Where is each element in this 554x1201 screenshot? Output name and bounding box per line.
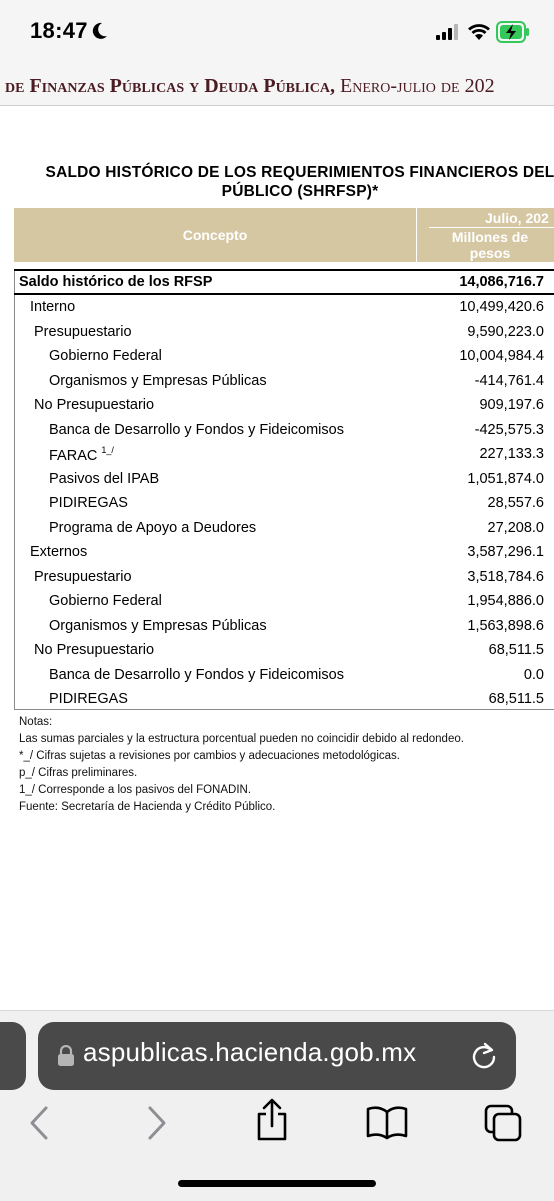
tabs-icon[interactable] <box>484 1104 524 1144</box>
row-label: Organismos y Empresas Públicas <box>49 372 267 389</box>
table-row <box>14 320 554 345</box>
row-label: Interno <box>30 299 76 315</box>
share-icon[interactable] <box>254 1098 290 1142</box>
note-line: *_/ Cifras sujetas a revisiones por cambios y adecuaciones metodológicas. <box>19 750 400 762</box>
row-label: Gobierno Federal <box>49 348 162 364</box>
reload-icon[interactable] <box>470 1041 498 1071</box>
column-header-units <box>429 229 551 261</box>
table-row <box>14 491 554 516</box>
row-label: Pasivos del IPAB <box>49 470 160 487</box>
table-row <box>14 589 554 614</box>
row-value: 14,086,716.7 <box>459 274 544 290</box>
row-label: PIDIREGAS <box>49 691 128 707</box>
header-divider <box>0 105 554 106</box>
row-label: No Presupuestario <box>34 397 155 413</box>
row-value: 0.0 <box>523 666 544 683</box>
table-row <box>14 369 554 394</box>
header-row-divider <box>429 227 554 228</box>
header-title-bold: de Finanzas Públicas y Deuda Pública, <box>5 75 336 97</box>
column-header-concept: Concepto <box>182 227 248 243</box>
notes-heading: Notas: <box>19 716 53 728</box>
status-time: 18:47 <box>30 18 88 43</box>
table-row <box>14 565 554 590</box>
address-bar-url[interactable]: aspublicas.hacienda.gob.mx <box>83 1037 417 1067</box>
row-label: Presupuestario <box>34 568 132 585</box>
lock-icon <box>57 1045 75 1067</box>
note-line: 1_/ Corresponde a los pasivos del FONADIN. <box>19 784 252 796</box>
table-row <box>14 467 554 492</box>
table-header <box>14 208 554 262</box>
header-title-period: Enero-julio de 202 <box>335 75 495 97</box>
row-value: 1,563,898.6 <box>467 617 544 634</box>
row-value: -414,761.4 <box>474 372 544 389</box>
table-row <box>14 393 554 418</box>
row-value: 10,004,984.4 <box>459 348 544 364</box>
row-label: Gobierno Federal <box>49 593 162 609</box>
table-bottom-border <box>14 709 554 710</box>
row-value: -425,575.3 <box>474 421 544 438</box>
table-notes <box>19 714 549 816</box>
document-header-title <box>5 75 495 98</box>
forward-icon[interactable] <box>146 1106 168 1140</box>
bookmarks-icon[interactable] <box>366 1104 408 1140</box>
moon-icon <box>92 22 108 40</box>
row-value: 68,511.5 <box>488 691 544 707</box>
table-row <box>14 516 554 541</box>
home-indicator <box>178 1180 376 1187</box>
source-line: Fuente: Secretaría de Hacienda y Crédito Público. <box>19 801 276 813</box>
previous-tab-preview[interactable] <box>0 1022 26 1090</box>
table-row <box>14 418 554 443</box>
cellular-signal-icon <box>436 24 460 40</box>
table-row <box>14 344 554 369</box>
row-value: 9,590,223.0 <box>467 323 544 340</box>
row-value: 1,954,886.0 <box>467 593 544 609</box>
row-label: Organismos y Empresas Públicas <box>49 617 267 634</box>
table-row <box>14 687 554 712</box>
document-header <box>0 66 554 106</box>
column-header-period <box>417 208 554 227</box>
row-value: 3,587,296.1 <box>467 544 544 560</box>
wifi-icon <box>467 23 491 41</box>
battery-charging-icon <box>496 21 530 43</box>
row-value: 10,499,420.6 <box>459 299 544 315</box>
table-row-total <box>14 269 554 295</box>
row-label: No Presupuestario <box>34 642 155 658</box>
table-row <box>14 614 554 639</box>
row-value: 3,518,784.6 <box>467 568 544 585</box>
row-label: Externos <box>30 544 88 560</box>
row-label-text: FARAC <box>49 447 98 464</box>
table-row <box>14 540 554 565</box>
table-title <box>20 163 554 201</box>
row-value: 227,133.3 <box>479 446 544 462</box>
table-row <box>14 638 554 663</box>
units-line1: Millones de <box>451 229 529 245</box>
period-label: Julio, 202 <box>485 210 549 226</box>
table-row <box>14 442 554 467</box>
note-line: p_/ Cifras preliminares. <box>19 767 138 779</box>
units-line2: pesos <box>469 245 511 261</box>
table-row <box>14 663 554 688</box>
row-label: Presupuestario <box>34 323 132 340</box>
row-value: 1,051,874.0 <box>467 470 544 487</box>
note-line: Las sumas parciales y la estructura porcentual pueden no coincidir debido al redondeo. <box>19 733 464 745</box>
row-value: 68,511.5 <box>488 642 544 658</box>
status-bar <box>0 0 554 66</box>
row-label: Saldo histórico de los RFSP <box>19 274 213 290</box>
row-label: PIDIREGAS <box>49 495 128 511</box>
row-label: Programa de Apoyo a Deudores <box>49 519 257 536</box>
table-body <box>14 269 554 712</box>
table-row <box>14 295 554 320</box>
footnote-marker: 1_/ <box>101 445 114 455</box>
row-label <box>49 446 114 464</box>
row-label: Banca de Desarrollo y Fondos y Fideicomisos <box>49 421 344 438</box>
row-value: 28,557.6 <box>487 495 544 511</box>
back-icon[interactable] <box>28 1106 50 1140</box>
table-title-line2: PÚBLICO (SHRFSP)* <box>221 183 379 200</box>
row-label: Banca de Desarrollo y Fondos y Fideicomisos <box>49 666 344 683</box>
table-title-line1: SALDO HISTÓRICO DE LOS REQUERIMIENTOS FINANCIEROS DEL <box>45 164 554 181</box>
row-value: 27,208.0 <box>487 519 544 536</box>
row-value: 909,197.6 <box>479 397 544 413</box>
